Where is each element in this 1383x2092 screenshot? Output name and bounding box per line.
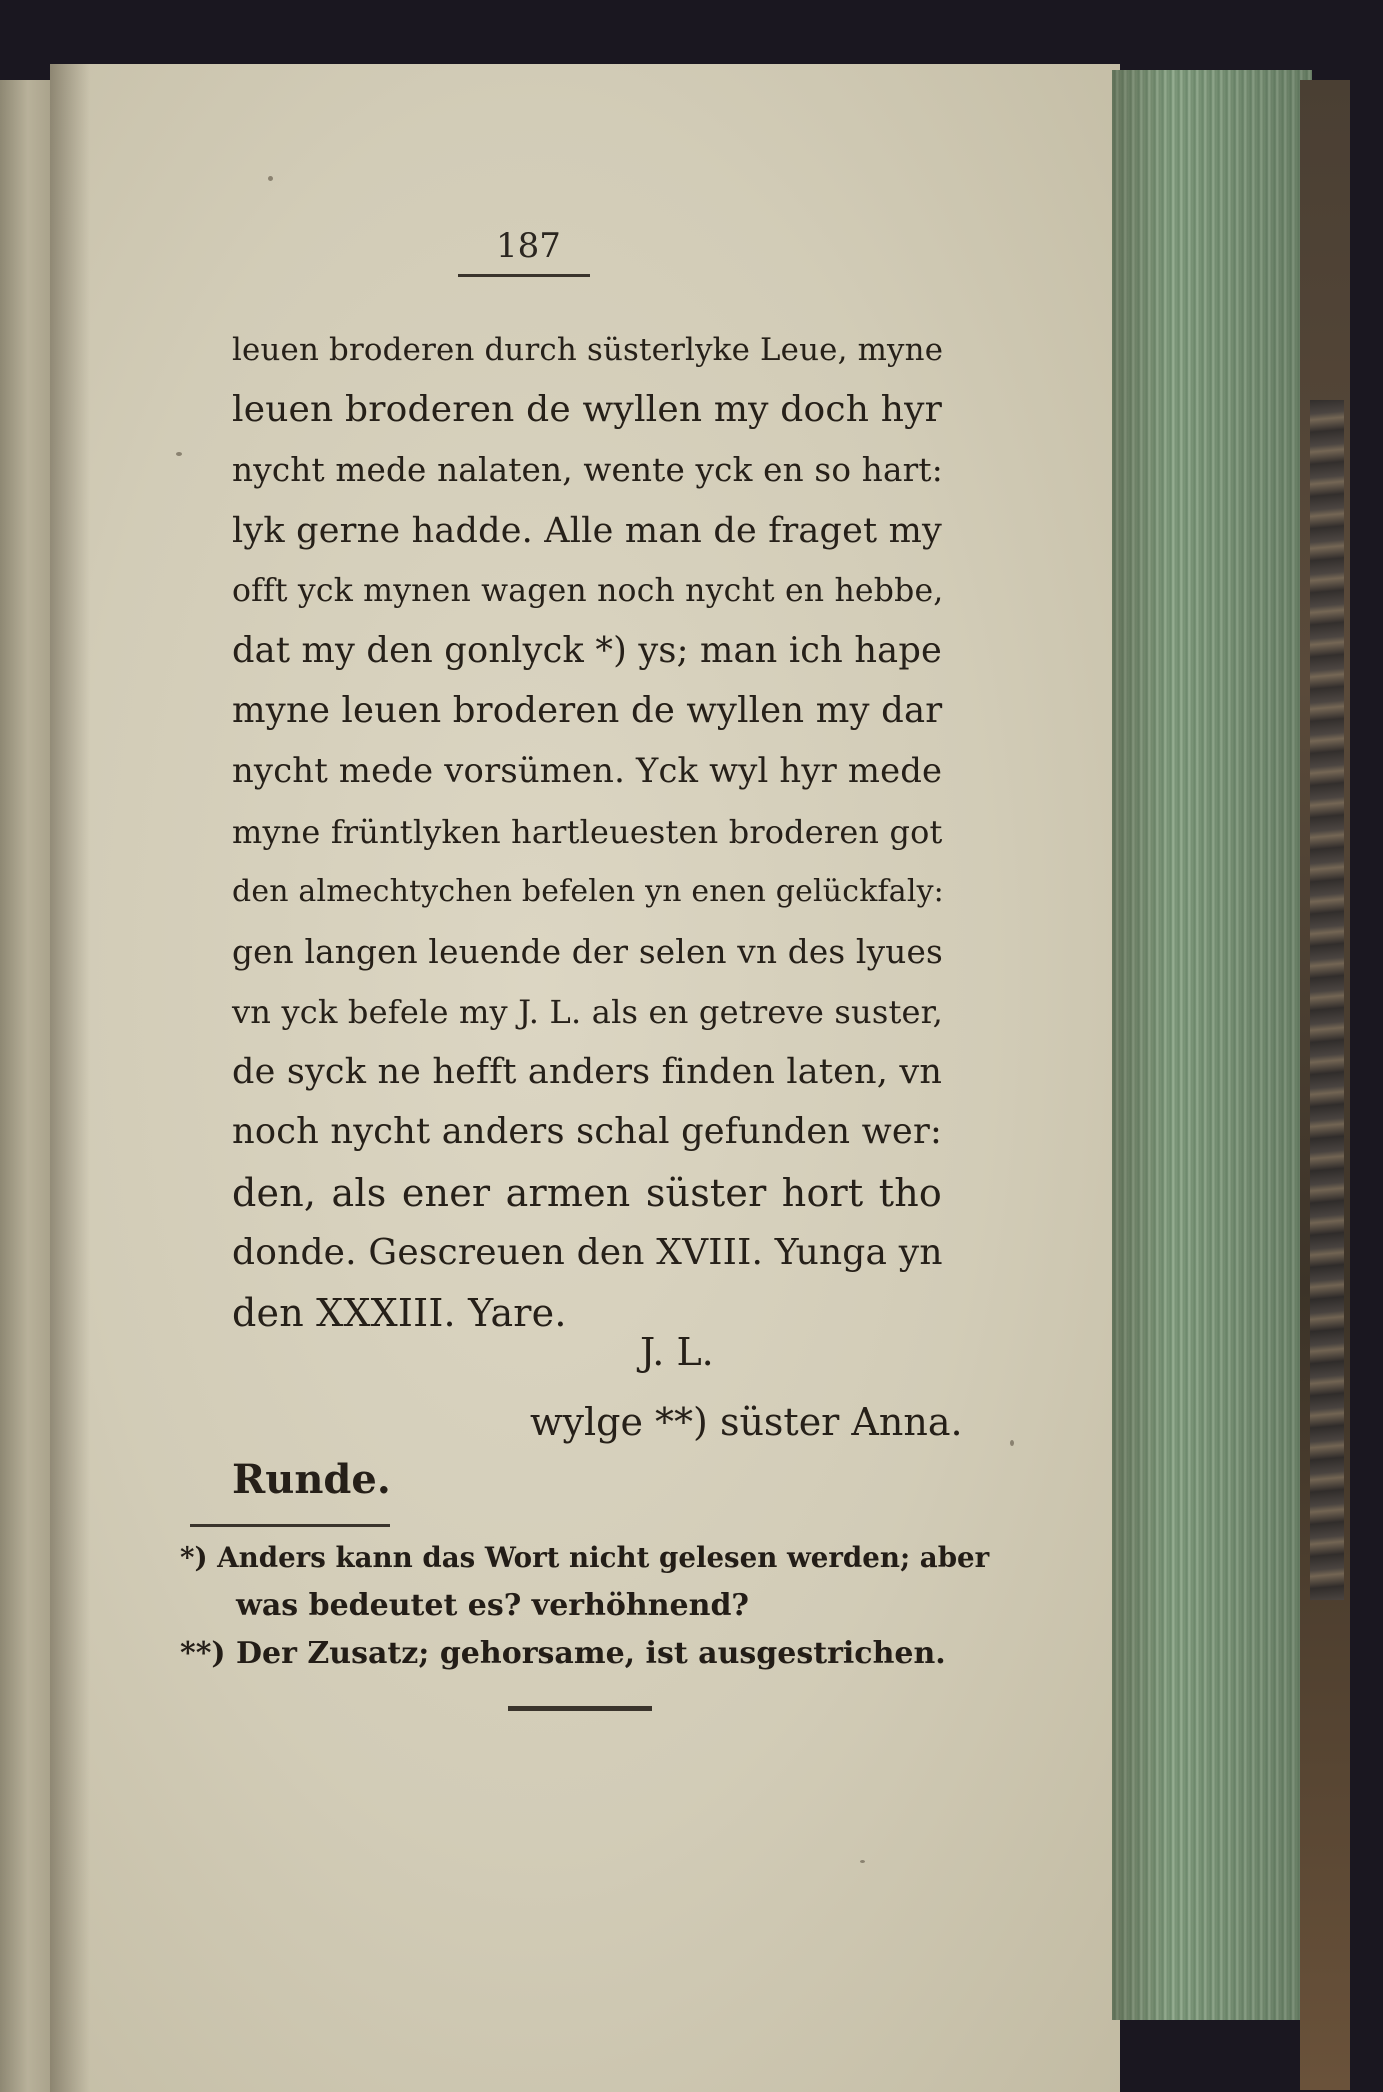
text-line: nycht mede nalaten, wente yck en so hart:	[232, 451, 943, 490]
page-number-rule	[458, 274, 590, 277]
text-line: vn yck befele my J. L. als en getreve suster,	[232, 993, 944, 1032]
text-line: de syck ne hefft anders finden laten, vn	[232, 1052, 943, 1093]
text-line: myne leuen broderen de wyllen my dar	[232, 690, 943, 732]
text-line: leuen broderen durch süsterlyke Leue, myne	[232, 332, 944, 368]
marbled-cover	[1310, 400, 1344, 1600]
footnote-line: **) Der Zusatz; gehorsame, ist ausgestrichen.	[180, 1636, 946, 1671]
text-line: noch nycht anders schal gefunden wer:	[232, 1111, 942, 1153]
text-line: donde. Gescreuen den XVIII. Yunga yn	[232, 1231, 943, 1273]
text-line: gen langen leuende der selen vn des lyues	[232, 932, 943, 971]
paper-speck	[268, 176, 273, 181]
footnotes	[180, 1534, 1000, 1678]
body-text	[232, 320, 942, 1343]
page-number: 187	[496, 226, 561, 266]
text-line: nycht mede vorsümen. Yck wyl hyr mede	[232, 751, 943, 791]
page-gutter-shadow	[50, 64, 90, 2092]
catchword: Runde.	[232, 1456, 391, 1503]
text-line: myne früntlyken hartleuesten broderen got	[232, 812, 943, 851]
footnote-rule	[190, 1524, 390, 1527]
footnote-line: *) Anders kann das Wort nicht gelesen werden; aber	[180, 1541, 990, 1574]
text-line: den almechtychen befelen yn enen gelückfaly:	[232, 873, 944, 909]
page-block-shading	[1112, 70, 1312, 2020]
text-line: dat my den gonlyck *) ys; man ich hape	[232, 629, 942, 671]
paper-speck	[176, 452, 182, 456]
signature-name: wylge **) süster Anna.	[530, 1400, 963, 1444]
text-line: den, als ener armen süster hort tho	[232, 1170, 942, 1215]
text-line: lyk gerne hadde. Alle man de fraget my	[232, 509, 942, 551]
signature-initials: J. L.	[640, 1330, 714, 1374]
end-rule	[508, 1706, 652, 1711]
text-line: den XXXIII. Yare.	[232, 1291, 567, 1335]
footnote-line: was bedeutet es? verhöhnend?	[236, 1588, 750, 1623]
text-line: offt yck mynen wagen noch nycht en hebbe,	[232, 572, 944, 609]
paper-speck	[1010, 1440, 1014, 1446]
text-line: leuen broderen de wyllen my doch hyr	[232, 389, 943, 431]
paper-speck	[860, 1860, 865, 1863]
